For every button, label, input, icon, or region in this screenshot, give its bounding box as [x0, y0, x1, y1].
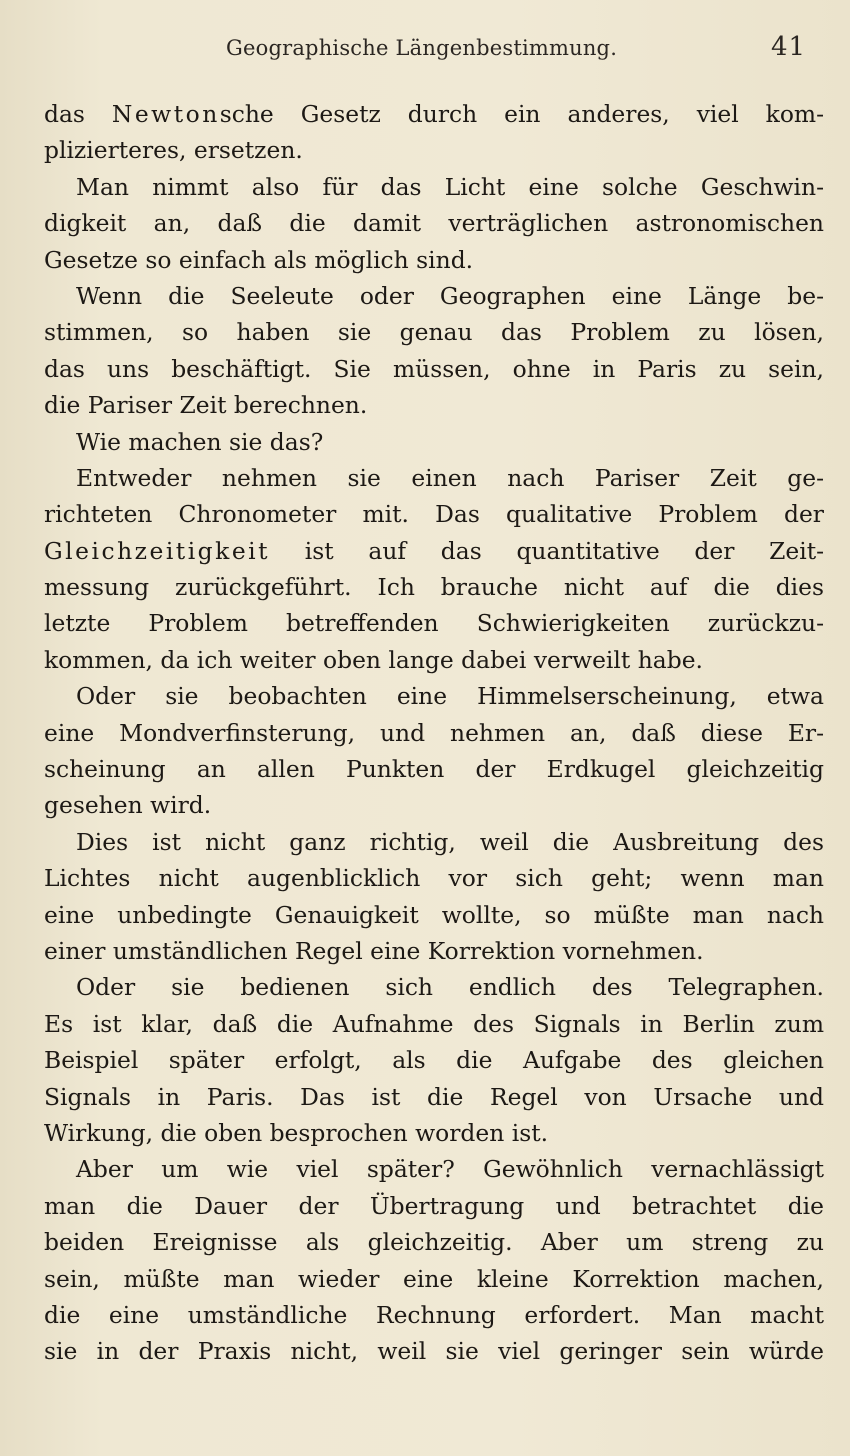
text-line — [44, 96, 824, 132]
text-line: Wie machen sie das? — [76, 427, 324, 456]
text-segment: sche Gesetz durch ein anderes, viel kom- — [219, 100, 824, 128]
text-line: eine unbedingte Genauigkeit wollte, so müßte man nach — [44, 900, 824, 929]
text-line: man die Dauer der Übertragung und betrachtet die — [44, 1191, 824, 1220]
text-line — [44, 533, 824, 569]
text-line: stimmen, so haben sie genau das Problem zu lösen, — [44, 318, 824, 347]
text-line: plizierteres, ersetzen. — [44, 136, 303, 165]
text-line: Entweder nehmen sie einen nach Pariser Zeit ge- — [76, 463, 824, 492]
text-line: Oder sie bedienen sich endlich des Telegraphen. — [76, 973, 824, 1002]
body-text — [44, 96, 824, 1370]
text-line: Signals in Paris. Das ist die Regel von Ursache und — [44, 1082, 824, 1111]
text-segment: ist auf das quantitative der Zeit- — [270, 536, 824, 565]
running-head — [0, 30, 850, 66]
text-line: Es ist klar, daß die Aufnahme des Signals in Berlin zum — [44, 1009, 824, 1038]
text-line: letzte Problem betreffenden Schwierigkeiten zurückzu- — [44, 609, 824, 638]
text-line: messung zurückgeführt. Ich brauche nicht auf die dies — [44, 573, 824, 602]
text-line: sein, müßte man wieder eine kleine Korrektion machen, — [44, 1264, 824, 1293]
text-line: Oder sie beobachten eine Himmelserscheinung, etwa — [76, 682, 824, 711]
text-line: eine Mondverfinsterung, und nehmen an, daß diese Er- — [44, 718, 824, 747]
text-line: Gesetze so einfach als möglich sind. — [44, 245, 474, 274]
text-line: beiden Ereignisse als gleichzeitig. Aber um streng zu — [44, 1228, 824, 1257]
text-line: richteten Chronometer mit. Das qualitative Problem der — [44, 500, 824, 529]
text-line: das uns beschäftigt. Sie müssen, ohne in Paris zu sein, — [44, 354, 824, 383]
text-line: gesehen wird. — [44, 791, 212, 820]
emphasized-word: Newton — [111, 100, 220, 128]
running-title: Geographische Längenbestimmung. — [226, 36, 618, 60]
text-line: Dies ist nicht ganz richtig, weil die Ausbreitung des — [76, 827, 824, 856]
text-line: Beispiel später erfolgt, als die Aufgabe des gleichen — [44, 1046, 824, 1075]
text-line: sie in der Praxis nicht, weil sie viel geringer sein würde — [44, 1337, 824, 1366]
text-line: Man nimmt also für das Licht eine solche Geschwin- — [76, 172, 824, 201]
text-line: einer umständlichen Regel eine Korrektion vornehmen. — [44, 936, 704, 965]
text-line: digkeit an, daß die damit verträglichen astronomischen — [44, 209, 824, 238]
emphasized-word: Gleichzeitigkeit — [44, 536, 271, 565]
text-line: Wenn die Seeleute oder Geographen eine Länge be- — [76, 281, 824, 310]
text-line: scheinung an allen Punkten der Erdkugel gleichzeitig — [44, 755, 824, 784]
text-line: Wirkung, die oben besprochen worden ist. — [44, 1118, 549, 1147]
text-line: Lichtes nicht augenblicklich vor sich geht; wenn man — [44, 864, 824, 893]
text-line: die eine umständliche Rechnung erfordert. Man macht — [44, 1300, 824, 1329]
page-number: 41 — [771, 32, 807, 62]
text-line: Aber um wie viel später? Gewöhnlich vernachlässigt — [76, 1155, 824, 1184]
text-line: die Pariser Zeit berechnen. — [44, 391, 368, 420]
text-line: kommen, da ich weiter oben lange dabei verweilt habe. — [44, 645, 703, 674]
text-segment: das — [44, 100, 112, 128]
